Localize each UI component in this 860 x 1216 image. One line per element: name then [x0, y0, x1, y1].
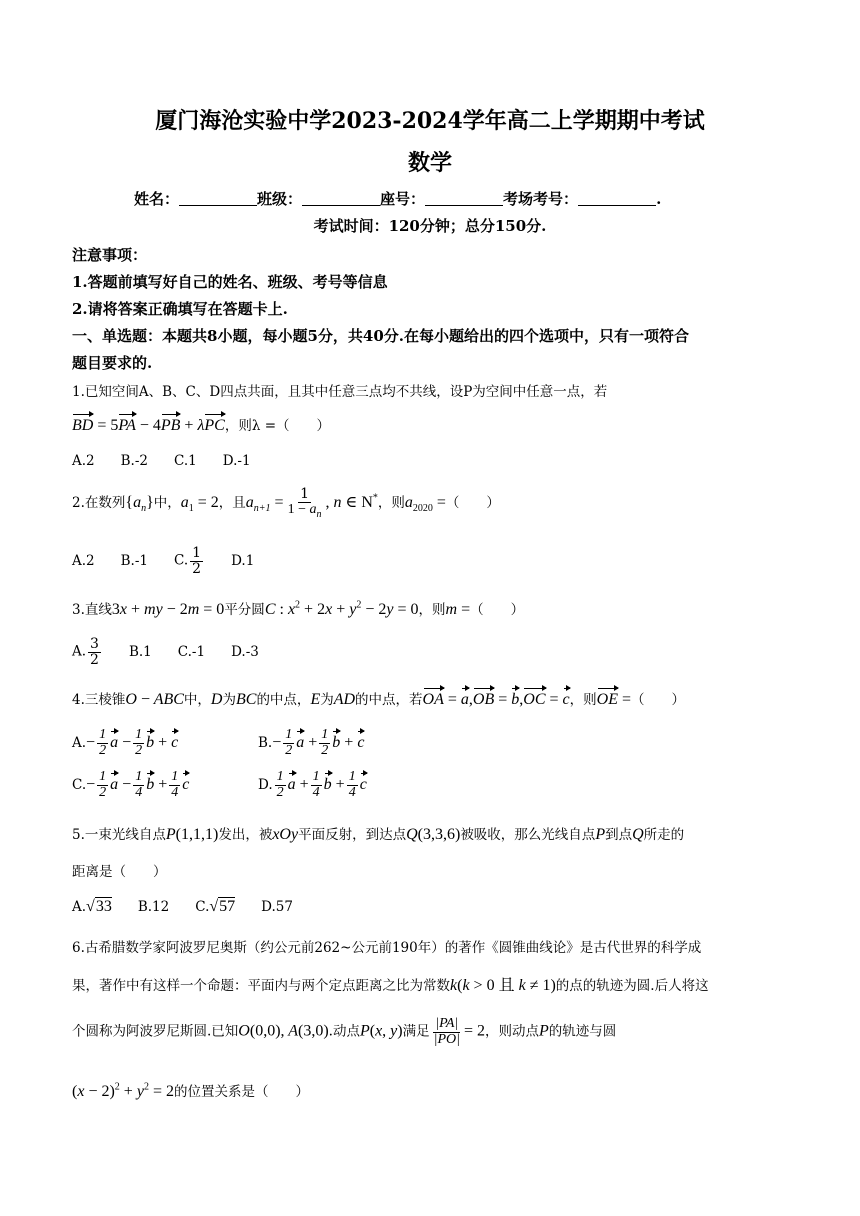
q2-option-b: B.-1: [120, 552, 149, 569]
q3-stem: 3.直线3x + my − 2m = 0平分圆C : $x^2 + 2x + y^2 - 2y = 0$，则m =（ ）: [72, 599, 525, 618]
q6-stem-line1: 6.古希腊数学家阿波罗尼奥斯（约公元前262~公元前190年）的著作《圆锥曲线论》是古代世界的科学成: [72, 940, 702, 956]
notes-heading: 注意事项：: [72, 246, 148, 264]
student-info-row: 姓名： 班级： 座号： 考场考号： .: [134, 190, 662, 208]
q2-option-c: C. $\frac{1}{2}$: [174, 545, 202, 577]
q3-option-c: C.-1: [177, 643, 206, 660]
notes-item-2: 2.请将答案正确填写在答题卡上.: [72, 300, 288, 318]
q4-options-row2: [72, 770, 393, 800]
q4-option-b: B.− $\frac{1}{2}$ a + $\frac{1}{2}$ b + c: [258, 727, 365, 758]
exam-subject: 数学: [407, 150, 452, 176]
q3-option-a: A. $\frac{3}{2}$: [72, 636, 99, 668]
q4-option-d: D. $\frac{1}{2}$ a + $\frac{1}{4}$ b + $\frac{1}{4}$ c: [258, 769, 367, 800]
exam-no-blank: [578, 191, 656, 206]
exam-no-label: 考场考号：: [503, 190, 579, 208]
section-heading-line2: 题目要求的.: [72, 354, 153, 372]
q2-option-d: D.1: [231, 552, 255, 569]
q1-option-d: D.-1: [222, 453, 251, 469]
q4-option-a: A.− $\frac{1}{2}$ a − $\frac{1}{2}$ b + c: [72, 727, 179, 758]
q5-options: [72, 898, 319, 916]
q5-option-b: B.12: [137, 899, 170, 915]
q1-option-b: B.-2: [120, 453, 149, 469]
q1-option-a: A.2: [72, 453, 95, 469]
q6-stem-line4: $(x - 2)^2 + y^2 = 2$的位置关系是（ ）: [72, 1081, 309, 1100]
class-label: 班级：: [257, 190, 303, 208]
q2-stem: 2.在数列$\{a_n\}$中，$a_1 = 2$，且$a_{n+1}$ = $\frac{1}{1 - a_n}$ , n ∈ N*，则$a_{2020}$ =（ ）: [72, 486, 500, 520]
name-blank: [179, 191, 257, 206]
q5-option-c: C.√57: [195, 898, 236, 915]
section-heading-line1: 一、单选题：本题共8小题，每小题5分，共40分.在每小题给出的四个选项中，只有一项符合: [72, 327, 689, 345]
q2-fraction: $\frac{1}{1 - a_n}$: [287, 486, 322, 520]
q1-options: [72, 453, 277, 469]
q5-stem-line1: 5.一束光线自点P(1,1,1)发出，被xOy平面反射，到达点Q(3,3,6)被吸收，那么光线自点P到点Q所走的: [72, 826, 685, 843]
q1-equation: BD = 5PA − 4PB + λPC: [72, 417, 225, 434]
q5-option-d: D.57: [261, 899, 293, 915]
name-label: 姓名：: [134, 190, 180, 208]
q6-stem-line2: 果，著作中有这样一个命题：平面内与两个定点距离之比为常数k(k > 0 且 k ≠ 1)的点的轨迹为圆.后人将这: [72, 977, 709, 994]
q4-options-row1: [72, 728, 390, 758]
q1-equation-line: [72, 414, 330, 435]
q1-text: 1.已知空间A、B、C、D四点共面，且其中任意三点均不共线，设P为空间中任意一点，若: [72, 384, 608, 400]
seat-label: 座号：: [380, 190, 426, 208]
notes-item-1: 1.答题前填写好自己的姓名、班级、考号等信息: [72, 273, 388, 291]
q4-stem: 4.三棱锥O − ABC中，D为BC的中点，E为AD的中点，若OA = a,OB = b,OC = c，则OE =（ ）: [72, 691, 685, 708]
q6-stem-line3: 个圆称为阿波罗尼斯圆.已知O(0,0), A(3,0).动点P(x, y)满足 $\frac{|PA|}{|PO|}$ = 2，则动点P的轨迹与圆: [72, 1016, 617, 1047]
q1-option-c: C.1: [174, 453, 197, 469]
q5-option-a: A.√33: [72, 898, 112, 915]
q2-options: [72, 546, 280, 576]
q3-option-b: B.1: [128, 643, 152, 660]
exam-time-score: 考试时间：120分钟；总分150分.: [313, 217, 547, 235]
q4-option-c: C.− $\frac{1}{2}$ a − $\frac{1}{4}$ b + $\frac{1}{4}$ c: [72, 769, 190, 800]
q5-stem-line2: 距离是（ ）: [72, 864, 167, 880]
q3-option-d: D.-3: [231, 643, 259, 660]
q1-tail: ，则λ =（ ）: [224, 418, 331, 434]
q6-ratio-fraction: $\frac{|PA|}{|PO|}$: [433, 1016, 460, 1047]
class-blank: [302, 191, 380, 206]
exam-title: 厦门海沧实验中学2023-2024学年高二上学期期中考试: [155, 108, 705, 134]
seat-blank: [425, 191, 503, 206]
q3-options: [72, 637, 285, 667]
q2-option-a: A.2: [72, 552, 95, 569]
